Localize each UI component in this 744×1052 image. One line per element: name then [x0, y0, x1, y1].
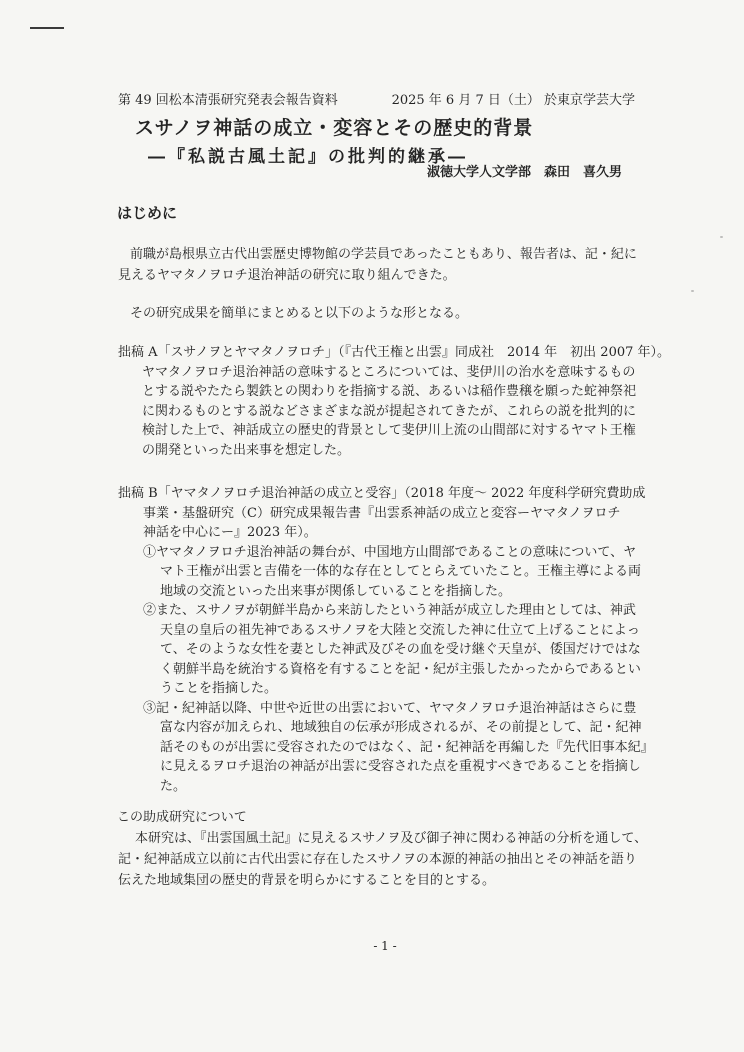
grant-heading: この助成研究について [117, 810, 247, 825]
grant-body-line: 本研究は、『出雲国風土記』に見えるスサノヲ及び御子神に関わる神話の分析を通して、 [135, 831, 648, 846]
point-2-line: ②また、スサノヲが朝鮮半島から来訪したという神話が成立した理由としては、神武 [143, 603, 636, 618]
point-1-line: 地域の交流といった出来事が関係していることを指摘した。 [160, 583, 512, 599]
reference-b-citation-line: 拙稿 B「ヤマタノヲロチ退治神話の成立と受容」（2018 年度～ 2022 年度科学研究費助成 [118, 486, 646, 501]
event-label: 第 49 回松本清張研究発表会報告資料 [118, 93, 338, 108]
paragraph-line: 前職が島根県立古代出雲歴史博物館の学芸員であったこともあり、報告者は、記・紀に [130, 247, 637, 262]
reference-a-summary-line: の開発といった出来事を想定した。 [142, 442, 351, 458]
point-3-line: た。 [160, 778, 187, 794]
point-2-line: うことを指摘した。 [160, 681, 278, 696]
grant-body-line: 記・紀神話成立以前に古代出雲に存在したスサノヲの本源的神話の抽出とその神話を語り [118, 852, 637, 867]
point-3-line: ③記・紀神話以降、中世や近世の出雲において、ヤマタノヲロチ退治神話はさらに豊 [143, 700, 637, 716]
reference-a-citation: 拙稿 A「スサノヲとヤマタノヲロチ」（『古代王権と出雲』同成社 2014 年 初出 2007 年）。 [118, 345, 671, 360]
point-2-line: て、そのような女性を妻とした神武及びその血を受け継ぐ天皇が、倭国だけではな [160, 642, 641, 657]
point-3-line: に見えるヲロチ退治の神話が出雲に受容された点を重視すべきであることを指摘し [160, 759, 641, 774]
reference-b-block [118, 484, 654, 796]
reference-a-summary-line: とする説やたたら製鉄との関わりを指摘する説、あるいは稲作豊穣を願った蛇神祭祀 [142, 384, 637, 399]
reference-b-citation-line: 神話を中心にー』2023 年）。 [143, 525, 317, 540]
scan-mark-line [30, 27, 64, 29]
point-1-line: マト王権が出雲と吉備を一体的な存在としてとらえていたこと。王権主導による両 [160, 564, 642, 579]
point-3-line: 富な内容が加えられ、地域独自の伝承が形成されるが、その前提として、記・紀神 [160, 720, 642, 735]
paragraph-line: その研究成果を簡単にまとめると以下のような形となる。 [130, 306, 469, 321]
point-1-line: ①ヤマタノヲロチ退治神話の舞台が、中国地方山間部であることの意味について、ヤ [143, 544, 637, 560]
intro-paragraph-2 [118, 303, 468, 324]
reference-b-citation-line: 事業・基盤研究（C）研究成果報告書『出雲系神話の成立と変容ーヤマタノヲロチ [143, 505, 621, 521]
point-2-line: く朝鮮半島を統治する資格を有することを記・紀が主張したかったからであるとい [160, 661, 641, 677]
reference-a-summary-line: に関わるものとする説などさまざまな説が提起されてきたが、これらの説を批判的に [142, 403, 637, 419]
reference-a-summary-line: ヤマタノヲロチ退治神話の意味するところについては、斐伊川の治水を意味するもの [142, 364, 636, 380]
date-venue-label: 2025 年 6 月 7 日（土） 於東京学芸大学 [391, 93, 635, 108]
author-line: 淑徳大学人文学部 森田 喜久男 [426, 165, 622, 180]
scan-speck [691, 290, 694, 292]
document-subtitle: ―『私説古風土記』の批判的継承― [148, 147, 468, 167]
scan-speck [720, 236, 723, 238]
intro-paragraph-1 [118, 244, 637, 286]
document-title: スサノヲ神話の成立・変容とその歴史的背景 [135, 117, 534, 139]
reference-a-block [118, 343, 670, 460]
page-number: - 1 - [373, 939, 397, 953]
reference-a-summary-line: 検討した上で、神話成立の歴史的背景として斐伊川上流の山間部に対するヤマト王権 [142, 423, 636, 438]
intro-heading: はじめに [117, 204, 178, 222]
grant-body [118, 828, 647, 891]
paragraph-line: 見えるヤマタノヲロチ退治神話の研究に取り組んできた。 [118, 268, 456, 283]
point-2-line: 天皇の皇后の祖先神であるスサノヲを大陸と交流した神に仕立て上げることによっ [160, 622, 640, 638]
point-3-line: 話そのものが出雲に受容されたのではなく、記・紀神話を再編した『先代旧事本紀』 [160, 739, 654, 755]
grant-body-line: 伝えた地域集団の歴史的背景を明らかにすることを目的とする。 [118, 873, 496, 888]
